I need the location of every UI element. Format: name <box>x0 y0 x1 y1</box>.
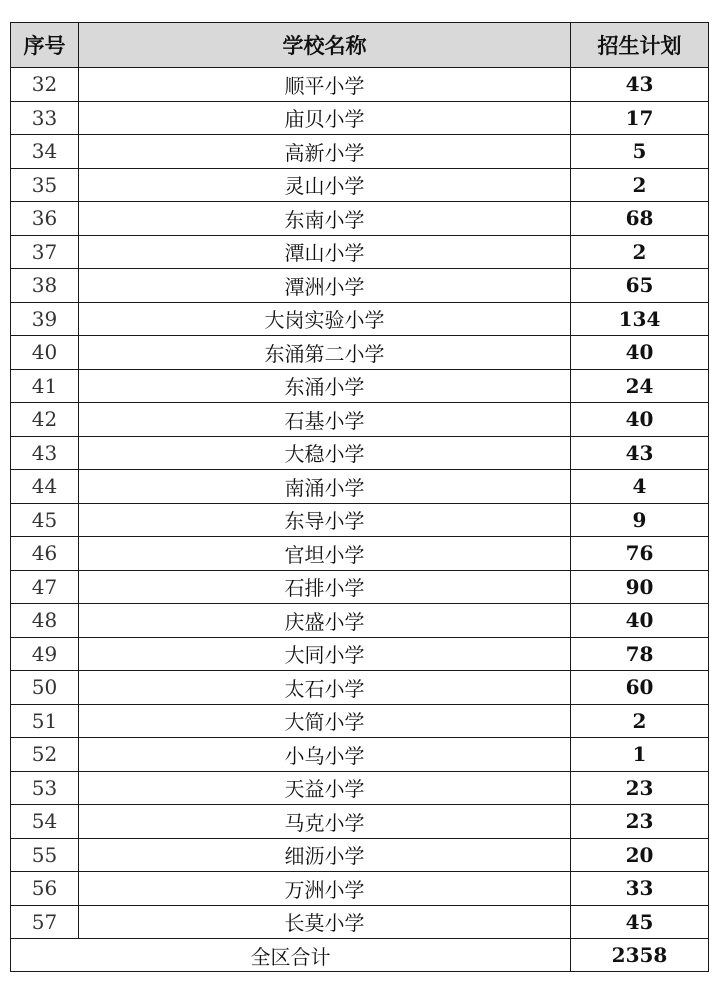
table-row <box>11 604 709 638</box>
enrollment-plan-cell: 45 <box>571 905 709 939</box>
table-row <box>11 805 709 839</box>
table-row <box>11 503 709 537</box>
serial-number-cell: 57 <box>11 905 79 939</box>
enrollment-plan-cell: 1 <box>571 738 709 772</box>
table-body <box>11 68 709 972</box>
school-name-cell: 灵山小学 <box>79 168 571 202</box>
school-name-cell: 东涌小学 <box>79 369 571 403</box>
table-row <box>11 905 709 939</box>
total-label: 全区合计 <box>11 939 571 972</box>
enrollment-plan-cell: 43 <box>571 436 709 470</box>
table-row <box>11 637 709 671</box>
enrollment-plan-cell: 23 <box>571 805 709 839</box>
enrollment-plan-cell: 76 <box>571 537 709 571</box>
serial-number-cell: 44 <box>11 470 79 504</box>
serial-number-cell: 35 <box>11 168 79 202</box>
serial-number-cell: 54 <box>11 805 79 839</box>
serial-number-cell: 34 <box>11 135 79 169</box>
school-name-cell: 东涌第二小学 <box>79 336 571 370</box>
school-name-cell: 万洲小学 <box>79 872 571 906</box>
enrollment-plan-cell: 65 <box>571 269 709 303</box>
enrollment-plan-cell: 40 <box>571 403 709 437</box>
enrollment-plan-cell: 23 <box>571 771 709 805</box>
table-row <box>11 872 709 906</box>
enrollment-plan-cell: 2 <box>571 168 709 202</box>
enrollment-plan-cell: 5 <box>571 135 709 169</box>
serial-number-cell: 42 <box>11 403 79 437</box>
school-name-cell: 石排小学 <box>79 570 571 604</box>
school-name-cell: 东导小学 <box>79 503 571 537</box>
school-name-cell: 细沥小学 <box>79 838 571 872</box>
table-row <box>11 771 709 805</box>
table-row <box>11 168 709 202</box>
table-row <box>11 369 709 403</box>
serial-number-cell: 50 <box>11 671 79 705</box>
table-row <box>11 403 709 437</box>
table-row <box>11 202 709 236</box>
table-row <box>11 738 709 772</box>
school-name-cell: 南涌小学 <box>79 470 571 504</box>
table-row <box>11 101 709 135</box>
school-name-cell: 小乌小学 <box>79 738 571 772</box>
school-name-cell: 高新小学 <box>79 135 571 169</box>
enrollment-plan-cell: 60 <box>571 671 709 705</box>
serial-number-cell: 38 <box>11 269 79 303</box>
serial-number-cell: 45 <box>11 503 79 537</box>
school-name-cell: 大同小学 <box>79 637 571 671</box>
enrollment-plan-cell: 17 <box>571 101 709 135</box>
enrollment-plan-cell: 134 <box>571 302 709 336</box>
serial-number-cell: 41 <box>11 369 79 403</box>
table-row <box>11 838 709 872</box>
school-name-cell: 马克小学 <box>79 805 571 839</box>
serial-number-cell: 43 <box>11 436 79 470</box>
table-row <box>11 671 709 705</box>
table-row <box>11 336 709 370</box>
serial-number-cell: 47 <box>11 570 79 604</box>
table-row <box>11 302 709 336</box>
enrollment-plan-cell: 40 <box>571 604 709 638</box>
serial-number-cell: 40 <box>11 336 79 370</box>
enrollment-plan-table <box>10 22 709 972</box>
table-row <box>11 470 709 504</box>
serial-number-cell: 49 <box>11 637 79 671</box>
school-name-cell: 顺平小学 <box>79 68 571 102</box>
serial-number-cell: 33 <box>11 101 79 135</box>
school-name-cell: 官坦小学 <box>79 537 571 571</box>
school-name-cell: 大岗实验小学 <box>79 302 571 336</box>
school-name-cell: 石基小学 <box>79 403 571 437</box>
serial-number-cell: 52 <box>11 738 79 772</box>
enrollment-plan-cell: 90 <box>571 570 709 604</box>
table-row <box>11 704 709 738</box>
enrollment-plan-cell: 20 <box>571 838 709 872</box>
table-row <box>11 135 709 169</box>
enrollment-plan-cell: 24 <box>571 369 709 403</box>
serial-number-cell: 48 <box>11 604 79 638</box>
table-row <box>11 436 709 470</box>
school-name-cell: 潭山小学 <box>79 235 571 269</box>
school-name-cell: 东南小学 <box>79 202 571 236</box>
enrollment-plan-cell: 43 <box>571 68 709 102</box>
school-name-cell: 大简小学 <box>79 704 571 738</box>
header-school-name: 学校名称 <box>79 23 571 68</box>
table-row <box>11 269 709 303</box>
enrollment-plan-cell: 40 <box>571 336 709 370</box>
serial-number-cell: 39 <box>11 302 79 336</box>
table-row <box>11 235 709 269</box>
enrollment-plan-cell: 33 <box>571 872 709 906</box>
enrollment-plan-cell: 2 <box>571 704 709 738</box>
total-row <box>11 939 709 972</box>
serial-number-cell: 56 <box>11 872 79 906</box>
table-row <box>11 68 709 102</box>
school-name-cell: 天益小学 <box>79 771 571 805</box>
school-name-cell: 潭洲小学 <box>79 269 571 303</box>
header-enrollment-plan: 招生计划 <box>571 23 709 68</box>
header-row <box>11 23 709 68</box>
enrollment-plan-cell: 2 <box>571 235 709 269</box>
header-serial-number: 序号 <box>11 23 79 68</box>
serial-number-cell: 32 <box>11 68 79 102</box>
enrollment-plan-cell: 68 <box>571 202 709 236</box>
school-name-cell: 大稳小学 <box>79 436 571 470</box>
school-name-cell: 太石小学 <box>79 671 571 705</box>
enrollment-plan-cell: 4 <box>571 470 709 504</box>
enrollment-plan-cell: 9 <box>571 503 709 537</box>
table-row <box>11 537 709 571</box>
table-row <box>11 570 709 604</box>
school-name-cell: 长莫小学 <box>79 905 571 939</box>
serial-number-cell: 46 <box>11 537 79 571</box>
school-name-cell: 庆盛小学 <box>79 604 571 638</box>
enrollment-plan-cell: 78 <box>571 637 709 671</box>
serial-number-cell: 37 <box>11 235 79 269</box>
school-name-cell: 庙贝小学 <box>79 101 571 135</box>
serial-number-cell: 55 <box>11 838 79 872</box>
serial-number-cell: 53 <box>11 771 79 805</box>
serial-number-cell: 51 <box>11 704 79 738</box>
total-value: 2358 <box>571 939 709 972</box>
serial-number-cell: 36 <box>11 202 79 236</box>
